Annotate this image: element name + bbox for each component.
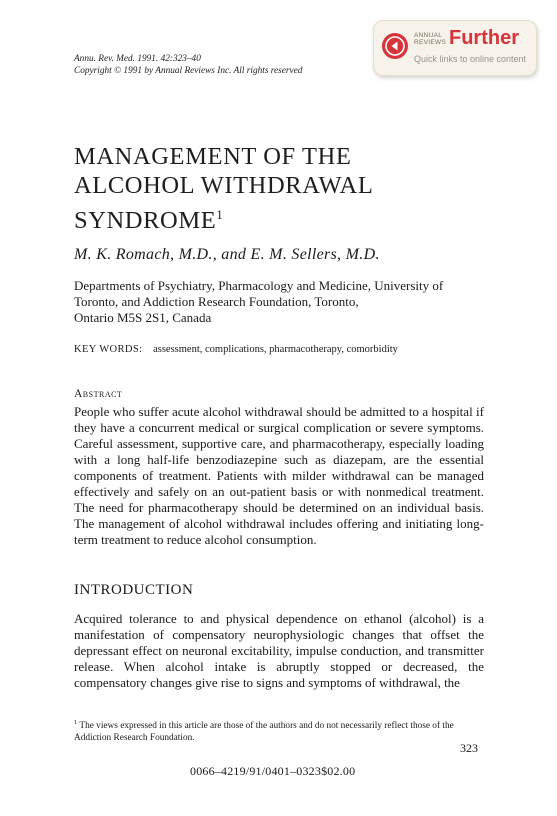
footnote [74, 717, 488, 744]
annual-reviews-logo-text: ANNUAL REVIEWS [414, 32, 447, 46]
title-line-1: MANAGEMENT OF THE [74, 143, 352, 170]
keywords-list: assessment, complications, pharmacotherapy, comorbidity [153, 344, 398, 355]
copyright-line: Copyright © 1991 by Annual Reviews Inc. All rights reserved [74, 66, 303, 76]
citation-header [74, 53, 302, 77]
authors: M. K. Romach, M.D., and E. M. Sellers, M.D. [74, 246, 380, 263]
footnote-text: The views expressed in this article are those of the authors and do not necessarily reflect those of the Addiction Research Foundation. [74, 721, 454, 744]
title-footnote-mark: 1 [216, 207, 223, 222]
journal-line: Annu. Rev. Med. 1991. 42:323–40 [74, 54, 201, 64]
introduction-heading: INTRODUCTION [74, 582, 194, 598]
abstract-text: People who suffer acute alcohol withdrawal should be admitted to a hospital if they have a concurrent medical or surgical complication or severe symptoms. Careful assessment, supportive care, and pharmacotherapy, especially loading with a long half-life benzodiazepine such as diazepam, are the essential components of treatment. Patients with milder withdrawal can be managed effectively and safely on an out-patient basis or with nonmedical treatment. The need for pharmacotherapy should be determined on an individual basis. The management of alcohol withdrawal includes offering and initiating long-term treatment to reduce alcohol consumption. [74, 404, 484, 547]
title-line-2: ALCOHOL WITHDRAWAL [74, 172, 374, 199]
page-number: 323 [460, 741, 478, 755]
introduction-text: Acquired tolerance to and physical dependence on ethanol (alcohol) is a manifestation of compensatory neurophysiologic changes that offset the depressant effect on neuronal excitability, impulse conduction, and transmitter release. When alcohol intake is abruptly stopped or decreased, the compensatory changes give rise to signs and symptoms of withdrawal, the [74, 611, 484, 690]
affiliation: Departments of Psychiatry, Pharmacology and Medicine, University of Toronto, and Addiction Research Foundation, Toronto, Ontario M5S 2S1, Canada [74, 278, 444, 325]
footnote-mark: 1 [74, 719, 78, 726]
play-icon [382, 33, 408, 59]
keywords [74, 344, 398, 355]
abstract-heading: Abstract [74, 388, 123, 400]
title-line-3: SYNDROME$^1$ [74, 207, 223, 235]
article-title [74, 142, 373, 235]
issn-code: 0066–4219/91/0401–0323$02.00 [190, 764, 356, 778]
keywords-label: KEY WORDS: [74, 344, 143, 355]
further-subtitle: Quick links to online content [414, 54, 527, 64]
further-banner[interactable] [373, 20, 537, 76]
further-wordmark: Further [449, 27, 519, 49]
